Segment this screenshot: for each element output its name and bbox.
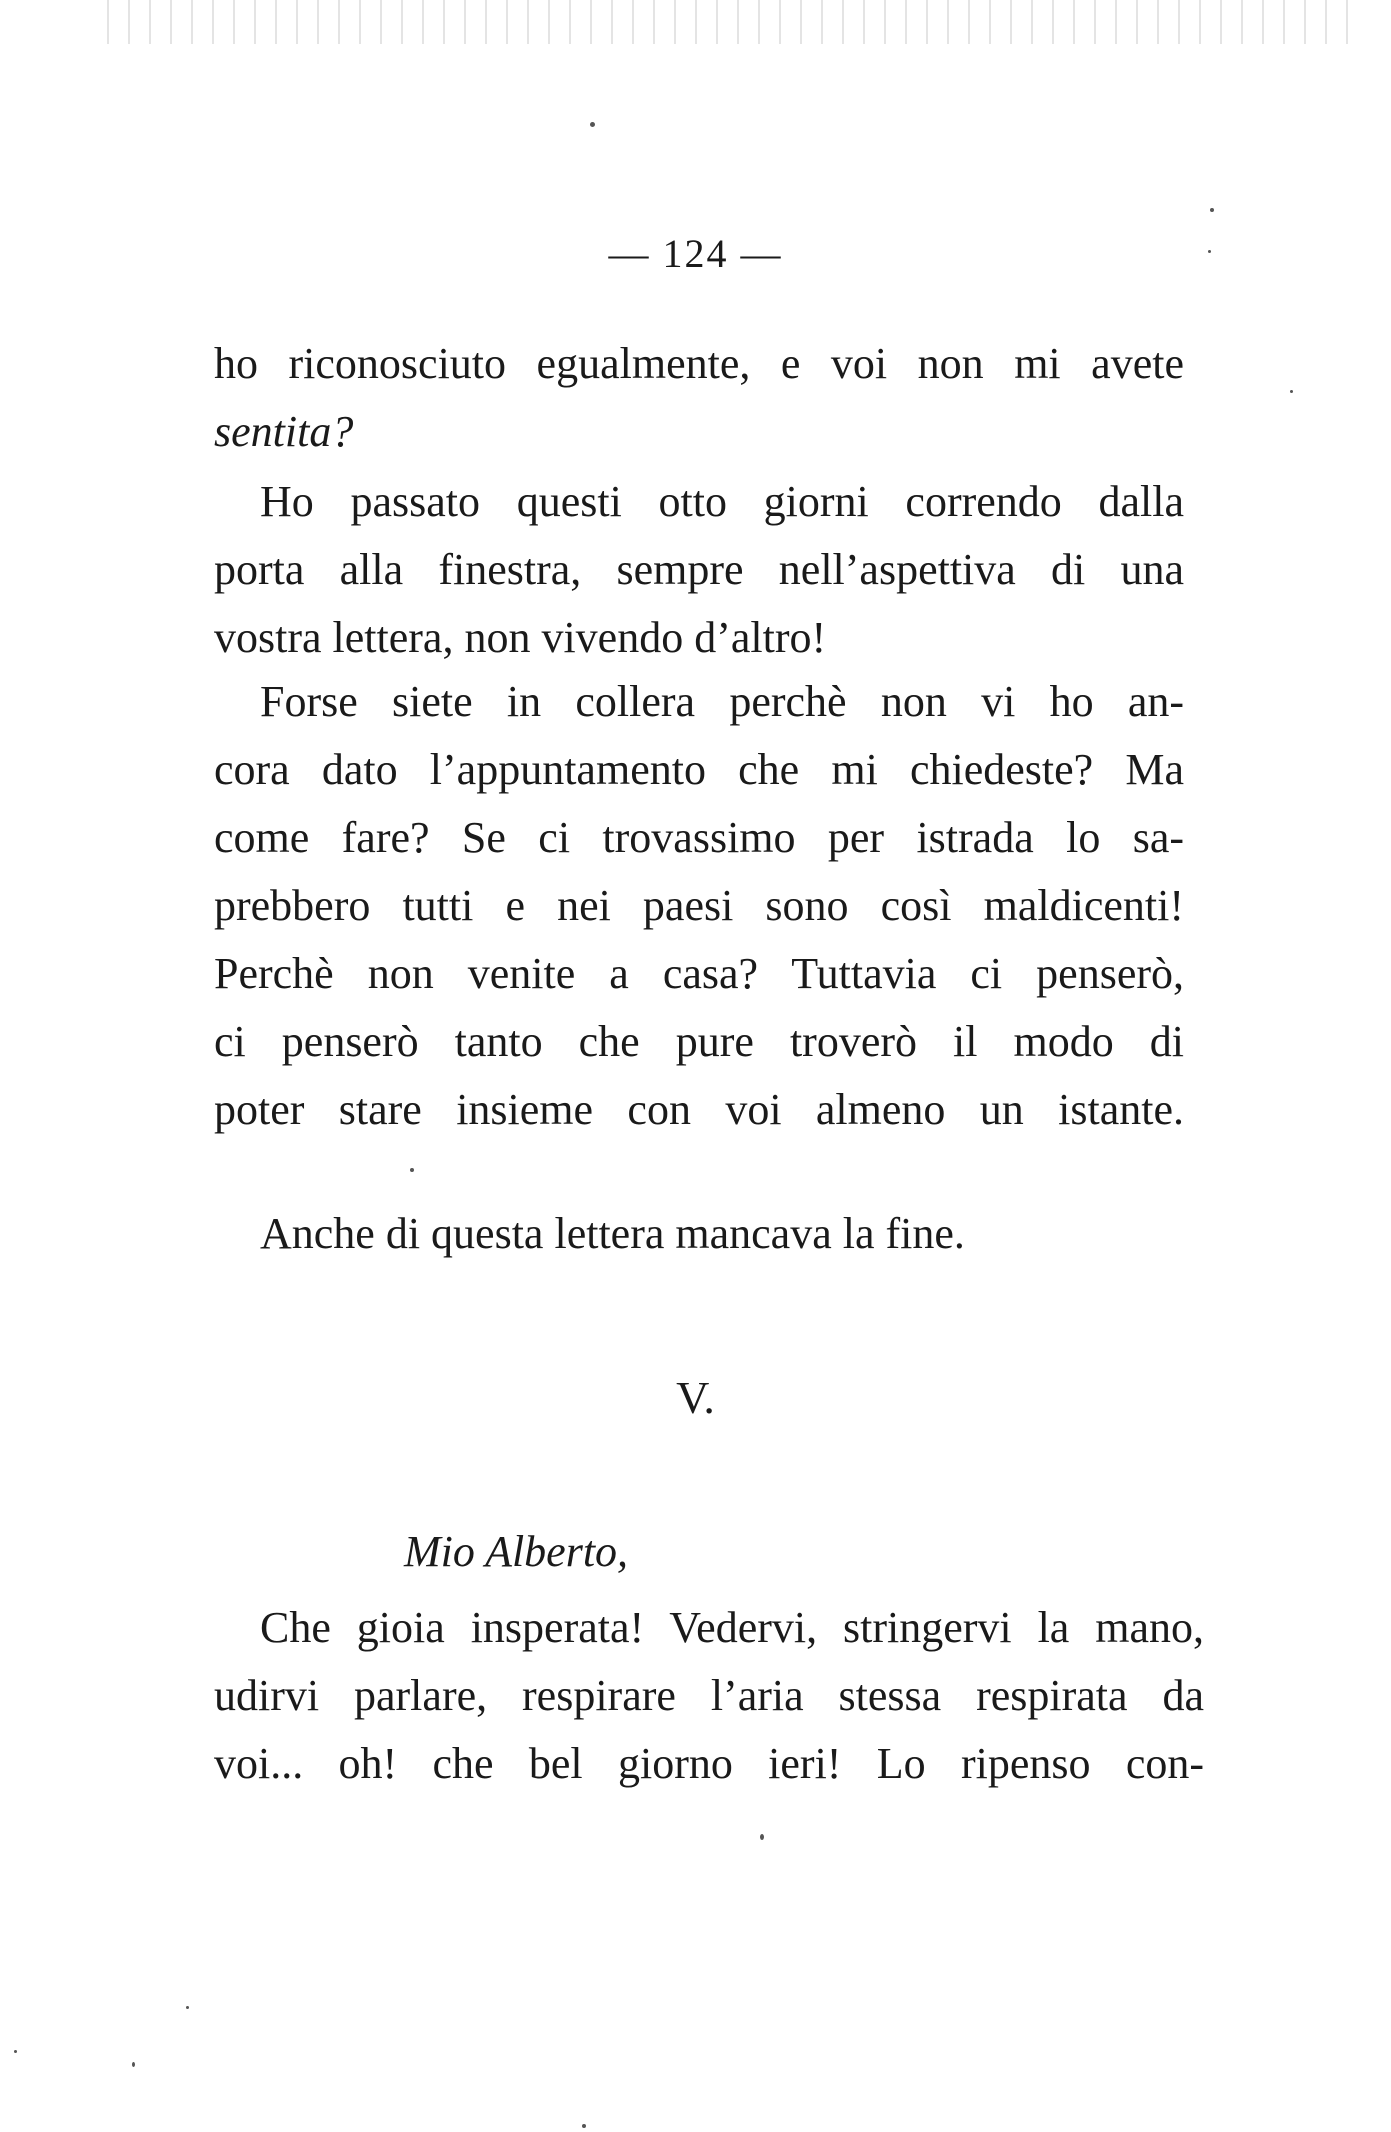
scan-speck bbox=[1210, 208, 1214, 212]
scan-speck bbox=[1290, 390, 1293, 393]
scan-speck bbox=[1208, 250, 1211, 253]
text-line: udirvi parlare, respirare l’aria stessa respirata da bbox=[214, 1671, 1204, 1720]
scan-speck bbox=[14, 2050, 17, 2053]
text-line: ho riconosciuto egualmente, e voi non mi avete bbox=[214, 339, 1184, 388]
text-line: Perchè non venite a casa? Tuttavia ci penserò, bbox=[214, 949, 1184, 998]
text-line: vostra lettera, non vivendo d’altro! bbox=[214, 613, 827, 662]
text-line: prebbero tutti e nei paesi sono così maldicenti! bbox=[214, 881, 1184, 930]
text-line: sentita? bbox=[214, 407, 354, 456]
text-line: come fare? Se ci trovassimo per istrada lo sa- bbox=[214, 813, 1184, 862]
page-number: — 124 — bbox=[608, 231, 783, 276]
text-line: poter stare insieme con voi almeno un istante. bbox=[214, 1085, 1184, 1134]
paragraph-2 bbox=[214, 468, 1184, 672]
scan-speck bbox=[186, 2006, 189, 2009]
text-line: porta alla finestra, sempre nell’aspettiva di una bbox=[214, 545, 1184, 594]
letter-salutation: Mio Alberto, bbox=[404, 1527, 629, 1576]
scan-speck bbox=[410, 1168, 414, 1172]
scan-speck bbox=[132, 2062, 135, 2067]
text-line: voi... oh! che bel giorno ieri! Lo ripenso con- bbox=[214, 1739, 1204, 1788]
scan-noise bbox=[100, 0, 1360, 44]
text-line: cora dato l’appuntamento che mi chiedeste? Ma bbox=[214, 745, 1184, 794]
text-line: Forse siete in collera perchè non vi ho an- bbox=[260, 677, 1184, 726]
letter-body bbox=[214, 1594, 1204, 1798]
scan-speck bbox=[760, 1834, 764, 1840]
scan-speck bbox=[582, 2124, 586, 2128]
text-line: Ho passato questi otto giorni correndo dalla bbox=[260, 477, 1184, 526]
section-heading: V. bbox=[676, 1372, 715, 1423]
text-line: Che gioia insperata! Vedervi, stringervi la mano, bbox=[260, 1603, 1204, 1652]
closing-note: Anche di questa lettera mancava la fine. bbox=[260, 1209, 965, 1258]
text-line: ci penserò tanto che pure troverò il modo di bbox=[214, 1017, 1184, 1066]
paragraph-1 bbox=[214, 330, 1184, 466]
scan-speck bbox=[590, 122, 595, 127]
paragraph-3 bbox=[214, 668, 1184, 1144]
